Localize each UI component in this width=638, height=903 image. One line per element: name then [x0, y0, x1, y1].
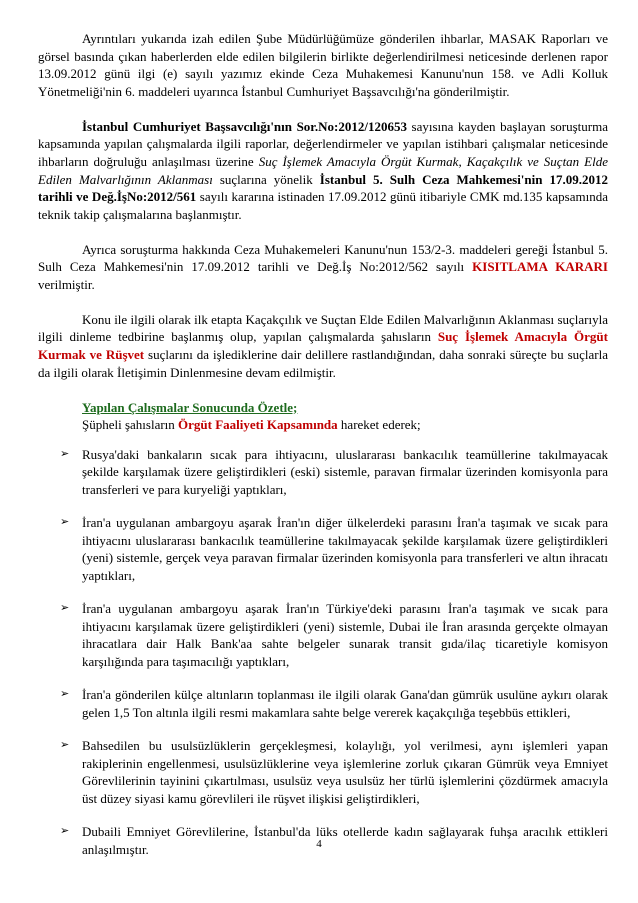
list-item: [38, 737, 608, 807]
summary-line-pre: Şüpheli şahısların: [82, 417, 179, 433]
paragraph-3-text-a: Ayrıca soruşturma hakkında Ceza Muhakemeleri Kanunu'nun 153/2-3. maddeleri gereği İstanbul 5. Sulh Ceza Mahkemesi'nin 17.09.2012 tarihli ve Değ.İş No:2012/562 sayılı: [38, 241, 608, 275]
prosecutor-reference: İstanbul Cumhuriyet Başsavcılığı'nın Sor.No:2012/120653: [82, 118, 407, 134]
arrow-bullet-icon: ➢: [60, 447, 70, 460]
paragraph-2: [38, 118, 608, 224]
list-item-text: İran'a gönderilen külçe altınların toplanması ile ilgili olarak Gana'dan gümrük usulüne aykırı olarak gelen 1,5 Ton altınla ilgili resmi makamlara sahte belge vererek kaçakçılığa teşebbüs ettikleri,: [82, 687, 608, 720]
paragraph-4: [38, 311, 608, 381]
list-item-text: İran'a uygulanan ambargoyu aşarak İran'ın diğer ülkelerdeki parasını İran'a taşımak ve sıcak para ihtiyacını uluslararası bankacılık teamüllerine takılmayacak şekilde karşılamak üzere geliştirdikleri (yeni) sistemle, gerçek veya paravan firmalar üzerinden komisyonla para transferleri ve altın ihracatı yaptıkları,: [82, 515, 608, 583]
paragraph-2-text-b: suçlarına yönelik: [212, 171, 320, 187]
arrow-bullet-icon: ➢: [60, 516, 70, 529]
court-decision-reference: İstanbul 5. Sulh Ceza Mahkemesi'nin 17.09.2012 tarihli ve Değ.İşNo:2012/561: [38, 171, 609, 205]
summary-line-highlight: Örgüt Faaliyeti Kapsamında: [178, 417, 338, 433]
crime-highlight: Suç İşlemek Amacıyla Örgüt Kurmak ve Rüşvet: [38, 329, 608, 363]
summary-line: [82, 416, 608, 434]
arrow-bullet-icon: ➢: [60, 824, 70, 837]
paragraph-1: Ayrıntıları yukarıda izah edilen Şube Müdürlüğümüze gönderilen ihbarlar, MASAK Raporları ve görsel basında çıkan haberlerden elde edilen bilgilerin birlikte değerlendirilmesi neticesinde derlenen rapor 13.09.2012 günü ilgi (e) sayılı yazımız ekinde Ceza Muhakemesi Kanunu'nun 158. ve Adli Kolluk Yönetmeliği'nin 6. maddeleri uyarınca İstanbul Cumhuriyet Başsavcılığı'na gönderilmiştir.: [38, 31, 608, 99]
page-number: 4: [316, 838, 322, 850]
summary-heading: Yapılan Çalışmalar Sonucunda Özetle;: [82, 399, 298, 415]
paragraph-4-text-b: suçlarını da işlediklerine dair delillere rastlandığından, daha sonraki süreçte bu suçlarla da ilgili olarak İletişimin Dinlenmesine devam edilmiştir.: [38, 347, 609, 380]
paragraph-3: [38, 241, 608, 294]
paragraph-3-text-b: verilmiştir.: [38, 276, 95, 292]
restriction-decision: KISITLAMA KARARI: [472, 259, 608, 275]
list-item: [38, 514, 608, 584]
paragraph-2-text-c: sayılı kararına istinaden 17.09.2012 günü itibariyle CMK md.135 kapsamında teknik takip çalışmalarına başlanmıştır.: [38, 189, 608, 222]
list-item: [38, 600, 608, 670]
list-item-text: İran'a uygulanan ambargoyu aşarak İran'ın Türkiye'deki parasını İran'a taşımak ve sıcak para ihtiyacını karşılamak üzere geliştirdikleri (yeni) sistemle, Dubai ile İran arasında gerçekte olmayan ihracatlara dair Halk Bank'aa sahte belgeler sunarak transit gıda/ilaç ticaretiyle komisyon karşılığında para taşımacılığı yaptıkları,: [82, 601, 608, 669]
paragraph-2-text-a: sayısına kayden başlayan soruşturma kapsamında yapılan çalışmalarda ilgili raporlar, değerlendirmeler ve yapılan istihbari çalışmalar neticesinde ihbarların doğruluğu anlaşılması üzerine: [38, 118, 608, 169]
summary-section: [82, 399, 608, 434]
arrow-bullet-icon: ➢: [60, 738, 70, 751]
arrow-bullet-icon: ➢: [60, 602, 70, 615]
list-item-text: Bahsedilen bu usulsüzlüklerin gerçekleşmesi, kolaylığı, yol verilmesi, aynı işlemleri yapan rakiplerinin engellenmesi, usulsüzlüklerine veya işlemlerine zorluk çıkaran Gümrük veya Emniyet Görevlilerinin tayinini çıkartılması, usulsüz veya usulsüz her türlü işlemlerini çözdürmek amacıyla üst düzey siyasi kamu görevlileri ile rüşvet ilişkisi geliştirdikleri,: [82, 737, 608, 806]
crime-description: Suç İşlemek Amacıyla Örgüt Kurmak, Kaçakçılık ve Suçtan Elde Edilen Malvarlığının Aklanması: [38, 153, 608, 187]
arrow-bullet-icon: ➢: [60, 688, 70, 701]
paragraph-4-text-a: Konu ile ilgili olarak ilk etapta Kaçakçılık ve Suçtan Elde Edilen Malvarlığının Aklanması suçlarıyla ilgili dinleme tedbirine başlanmış olup, yapılan çalışmalarda şahısların: [38, 311, 608, 345]
list-item: [38, 686, 608, 721]
summary-line-post: hareket ederek;: [337, 417, 421, 433]
list-item: [38, 446, 608, 499]
document-page: [38, 30, 608, 874]
findings-list: [38, 446, 608, 858]
list-item-text: Dubaili Emniyet Görevlilerine, İstanbul'da lüks otellerde kadın sağlayarak fuhşa aracılık ettikleri anlaşılmıştır.: [82, 823, 608, 857]
list-item-text: Rusya'daki bankaların sıcak para ihtiyacını, uluslararası bankacılık teamüllerine takılmayacak şekilde karşılamak üzere geliştirdikleri (eski) sistemle, paravan firmalar üzerinden komisyonla para transferleri ve para kuryeliği yaptıkları,: [82, 446, 608, 498]
